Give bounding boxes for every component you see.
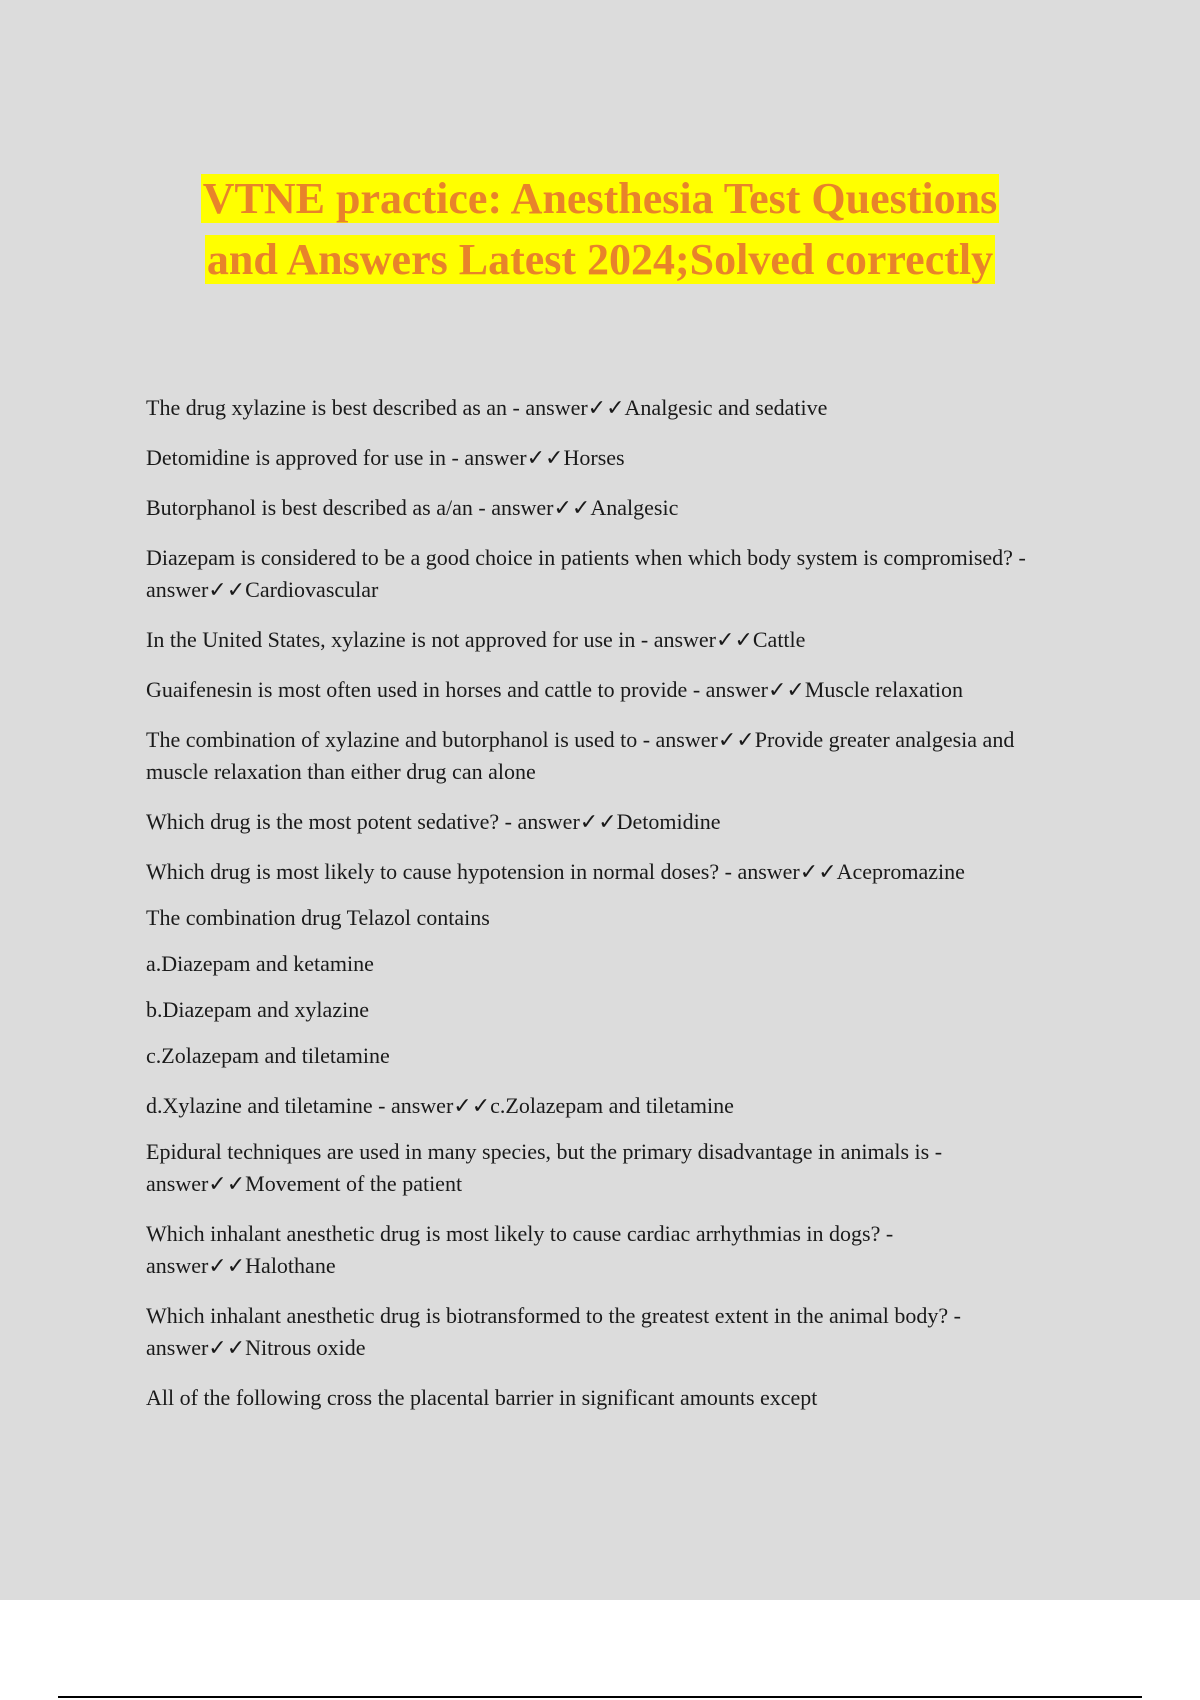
qa-item: The combination of xylazine and butorphanol is used to - answer✓✓Provide greater analgesia and muscle relaxation than either drug can alone — [146, 727, 1015, 784]
qa-item: All of the following cross the placental barrier in significant amounts except — [146, 1385, 818, 1410]
qa-option: a.Diazepam and ketamine — [146, 951, 374, 976]
qa-item: The combination drug Telazol contains — [146, 905, 490, 930]
title-line-2: and Answers Latest 2024;Solved correctly — [206, 235, 994, 284]
qa-item: Which inhalant anesthetic drug is most likely to cause cardiac arrhythmias in dogs? - answer✓✓Halothane — [146, 1221, 894, 1278]
qa-item: The drug xylazine is best described as an - answer✓✓Analgesic and sedative — [146, 395, 828, 420]
qa-item: Which inhalant anesthetic drug is biotransformed to the greatest extent in the animal body? - answer✓✓Nitrous oxide — [146, 1303, 961, 1360]
qa-item: Detomidine is approved for use in - answer✓✓Horses — [146, 445, 625, 470]
qa-item: Which drug is most likely to cause hypotension in normal doses? - answer✓✓Acepromazine — [146, 859, 965, 884]
qa-item: Diazepam is considered to be a good choice in patients when which body system is compromised? - answer✓✓Cardiovascular — [146, 545, 1026, 602]
qa-option: b.Diazepam and xylazine — [146, 997, 369, 1022]
qa-item: Guaifenesin is most often used in horses and cattle to provide - answer✓✓Muscle relaxation — [146, 677, 964, 702]
qa-item: Butorphanol is best described as a/an - answer✓✓Analgesic — [146, 495, 679, 520]
qa-item: Epidural techniques are used in many species, but the primary disadvantage in animals is - answer✓✓Movement of the patient — [146, 1139, 943, 1196]
qa-item: In the United States, xylazine is not approved for use in - answer✓✓Cattle — [146, 627, 806, 652]
qa-item: Which drug is the most potent sedative? - answer✓✓Detomidine — [146, 809, 721, 834]
question-answer-list — [146, 392, 1076, 1432]
qa-option: c.Zolazepam and tiletamine — [146, 1043, 390, 1068]
document-title — [100, 168, 1100, 290]
title-line-1: VTNE practice: Anesthesia Test Questions — [202, 174, 998, 223]
qa-option: d.Xylazine and tiletamine - answer✓✓c.Zolazepam and tiletamine — [146, 1093, 734, 1118]
footer-divider — [58, 1696, 1142, 1698]
